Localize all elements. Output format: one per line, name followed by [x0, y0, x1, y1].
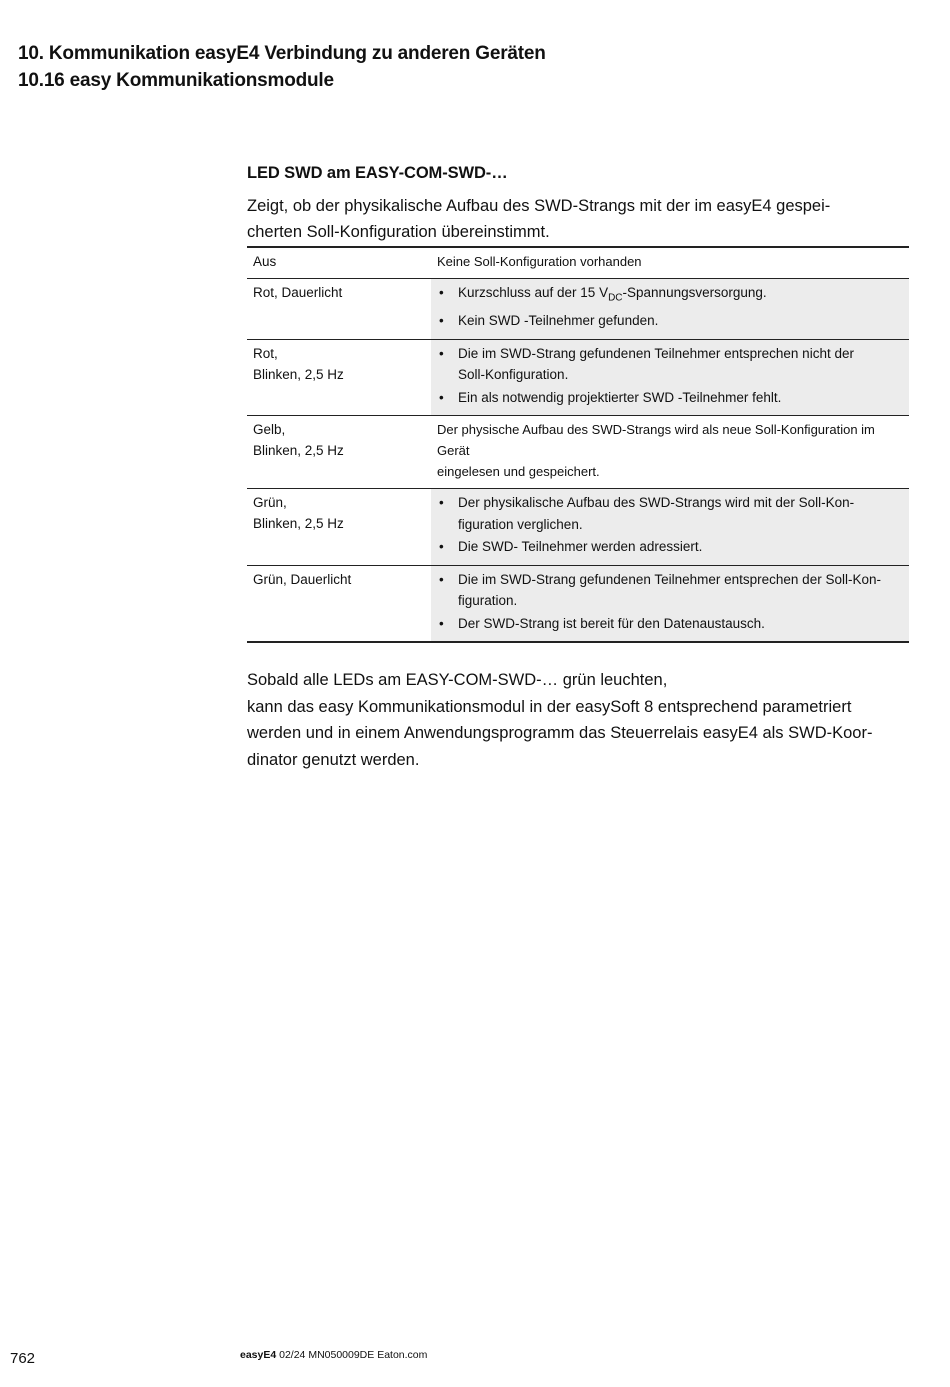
led-description-cell [431, 279, 909, 340]
bullet-icon: • [439, 571, 444, 587]
list-item: • Die SWD- Teilnehmer werden adressiert. [437, 536, 903, 558]
intro-paragraph [247, 193, 909, 245]
led-description-cell: Keine Soll-Konfiguration vorhanden [431, 247, 909, 279]
intro-line: Zeigt, ob der physikalische Aufbau des SWD-Strangs mit der im easyE4 gespei- [247, 197, 831, 215]
section-heading: 10.16 easy Kommunikationsmodule [18, 70, 334, 91]
bullet-icon: • [439, 495, 444, 511]
footer-product: easyE4 [240, 1349, 277, 1361]
main-content [247, 162, 909, 773]
table-row [247, 339, 909, 416]
led-description-cell: Der physische Aufbau des SWD-Strangs wird als neue Soll-Konfiguration im Gerät eingelesen und gespeichert. [431, 416, 909, 489]
led-state-cell: Gelb, Blinken, 2,5 Hz [253, 422, 344, 459]
list-item: • Kein SWD -Teilnehmer gefunden. [437, 310, 903, 332]
list-item: • Ein als notwendig projektierter SWD -Teilnehmer fehlt. [437, 387, 903, 409]
closing-paragraph: Sobald alle LEDs am EASY-COM-SWD-… grün leuchten, kann das easy Kommunikationsmodul in der easySoft 8 entsprechend parametriert werden und in einem Anwendungsprogramm das Steuerrelais easyE4 als SWD-Koor- dinator genutzt werden. [247, 671, 873, 769]
led-description-cell [431, 489, 909, 566]
bullet-icon: • [439, 285, 444, 300]
led-description-cell [431, 565, 909, 642]
page-number: 762 [10, 1350, 36, 1367]
page-header [18, 40, 546, 94]
led-state-cell: Grün, Dauerlicht [253, 571, 352, 587]
table-row [247, 489, 909, 566]
chapter-heading: 10. Kommunikation easyE4 Verbindung zu anderen Geräten [18, 43, 546, 64]
bullet-icon: • [439, 539, 444, 555]
table-row [247, 416, 909, 489]
bullet-icon: • [439, 389, 444, 405]
led-description-cell [431, 339, 909, 416]
bullet-list [437, 569, 903, 635]
bullet-list [437, 492, 903, 558]
table-row [247, 247, 909, 279]
led-state-cell: Rot, Blinken, 2,5 Hz [253, 345, 344, 382]
led-state-cell: Aus [253, 254, 277, 269]
footer-doc-info: 02/24 MN050009DE Eaton.com [279, 1349, 428, 1361]
list-item: • Der physikalische Aufbau des SWD-Strangs wird mit der Soll-Kon- figuration verglichen. [437, 492, 903, 535]
led-section-title: LED SWD am EASY-COM-SWD-… [247, 164, 508, 182]
footer-info [240, 1349, 427, 1361]
led-state-cell: Grün, Blinken, 2,5 Hz [253, 495, 344, 532]
bullet-icon: • [439, 615, 444, 631]
bullet-list [437, 282, 903, 332]
intro-line: cherten Soll-Konfiguration übereinstimmt. [247, 223, 550, 241]
table-row [247, 565, 909, 642]
led-state-cell: Rot, Dauerlicht [253, 285, 343, 300]
list-item: • Die im SWD-Strang gefundenen Teilnehmer entsprechen der Soll-Kon- figuration. [437, 569, 903, 612]
bullet-icon: • [439, 313, 444, 329]
list-item: • Kurzschluss auf der 15 $V_{DC}$-Spannungsversorgung. [437, 282, 903, 309]
list-item: • Die im SWD-Strang gefundenen Teilnehmer entsprechen nicht der Soll-Konfiguration. [437, 343, 903, 386]
led-status-table [247, 246, 909, 643]
bullet-icon: • [439, 345, 444, 361]
list-item: • Der SWD-Strang ist bereit für den Datenaustausch. [437, 613, 903, 635]
table-row [247, 279, 909, 340]
bullet-list [437, 343, 903, 409]
